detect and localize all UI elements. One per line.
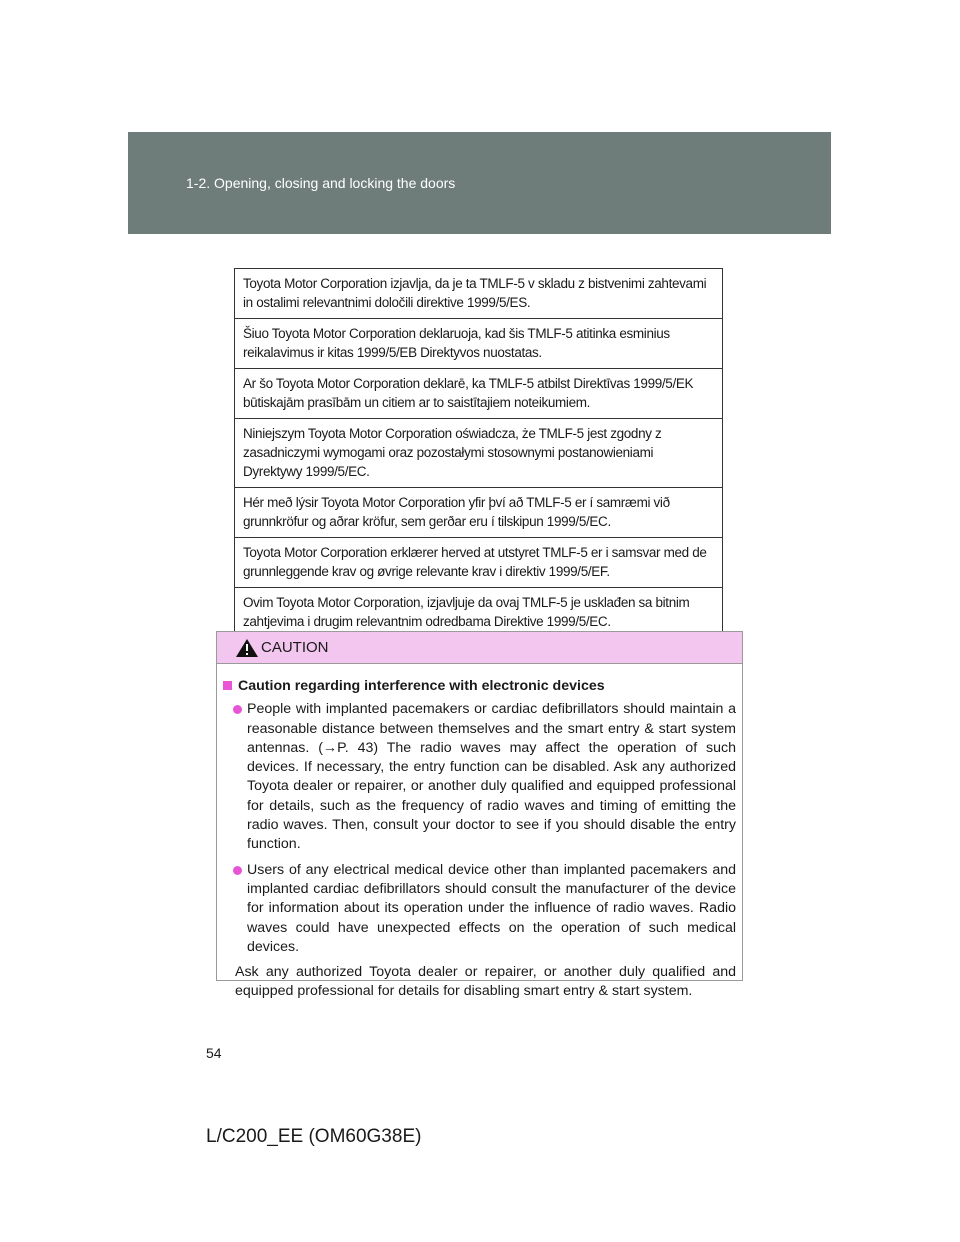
declaration-row-lithuanian: Šiuo Toyota Motor Corporation deklaruoja, kad šis TMLF-5 atitinka esminius reikalavimus ir kitas 1999/5/EB Direktyvos nuostatas. xyxy=(235,319,722,369)
caution-box xyxy=(216,631,743,1000)
section-title: 1-2. Opening, closing and locking the doors xyxy=(186,175,456,191)
document-code: L/C200_EE (OM60G38E) xyxy=(206,1126,422,1147)
caution-bullet xyxy=(223,700,736,854)
page-number: 54 xyxy=(206,1045,222,1061)
declaration-row-slovenian: Toyota Motor Corporation izjavlja, da je ta TMLF-5 v skladu z bistvenimi zahtevami in ostalimi relevantnimi določili direktive 1999/5/ES. xyxy=(235,269,722,319)
caution-bullet-text: People with implanted pacemakers or cardiac defibrillators should maintain a reasonable distance between themselves and the smart entry & start system antennas. (→P. 43) The radio waves may affect the operation of such devices. If necessary, the entry function can be disabled. Ask any authorized Toyota dealer or repairer, or another duly qualified and equipped professional for details, such as the frequency of radio waves and timing of emitting the radio waves. Then, consult your doctor to see if you should disable the entry function. xyxy=(247,701,736,853)
declaration-row-croatian: Ovim Toyota Motor Corporation, izjavljuje da ovaj TMLF-5 je usklađen sa bitnim zahtjevima i drugim relevantnim odredbama Direktive 1999/5/EC. xyxy=(243,595,690,629)
header-bar xyxy=(128,132,831,234)
bullet-dot-icon xyxy=(233,866,242,875)
caution-section-title-text: Caution regarding interference with electronic devices xyxy=(238,678,605,694)
caution-body xyxy=(217,664,742,1002)
declaration-row-latvian: Ar šo Toyota Motor Corporation deklarē, ka TMLF-5 atbilst Direktīvas 1999/5/EK būtiskajām prasībām un citiem ar to saistītajiem noteikumiem. xyxy=(235,369,722,419)
caution-bullet-text: Users of any electrical medical device other than implanted pacemakers and implanted cardiac defibrillators should consult the manufacturer of the device for information about its operation under the influence of radio waves. Radio waves could have unexpected effects on the operation of such medical devices. xyxy=(247,861,736,955)
declaration-row-icelandic: Hér með lýsir Toyota Motor Corporation yfir því að TMLF-5 er í samræmi við grunnkröfur og aðrar kröfur, sem gerðar eru í tilskipun 1999/5/EC. xyxy=(235,488,722,538)
declaration-row-polish: Niniejszym Toyota Motor Corporation oświadcza, że TMLF-5 jest zgodny z zasadniczymi wymogami oraz pozostałymi stosownymi postanowieniami Dyrektywy 1999/5/EC. xyxy=(235,419,722,488)
declaration-table xyxy=(234,268,723,638)
caution-note: Ask any authorized Toyota dealer or repairer, or another duly qualified and equipped professional for details for disabling smart entry & start system. xyxy=(235,964,736,1000)
bullet-dot-icon xyxy=(233,705,242,714)
warning-triangle-icon xyxy=(235,638,259,658)
caution-header xyxy=(217,632,742,664)
caution-label: CAUTION xyxy=(261,639,329,656)
square-bullet-icon xyxy=(223,681,232,690)
declaration-row-norwegian: Toyota Motor Corporation erklærer herved at utstyret TMLF-5 er i samsvar med de grunnleggende krav og øvrige relevante krav i direktiv 1999/5/EF. xyxy=(235,538,722,588)
caution-section-title xyxy=(223,677,736,696)
caution-bullet xyxy=(223,861,736,957)
